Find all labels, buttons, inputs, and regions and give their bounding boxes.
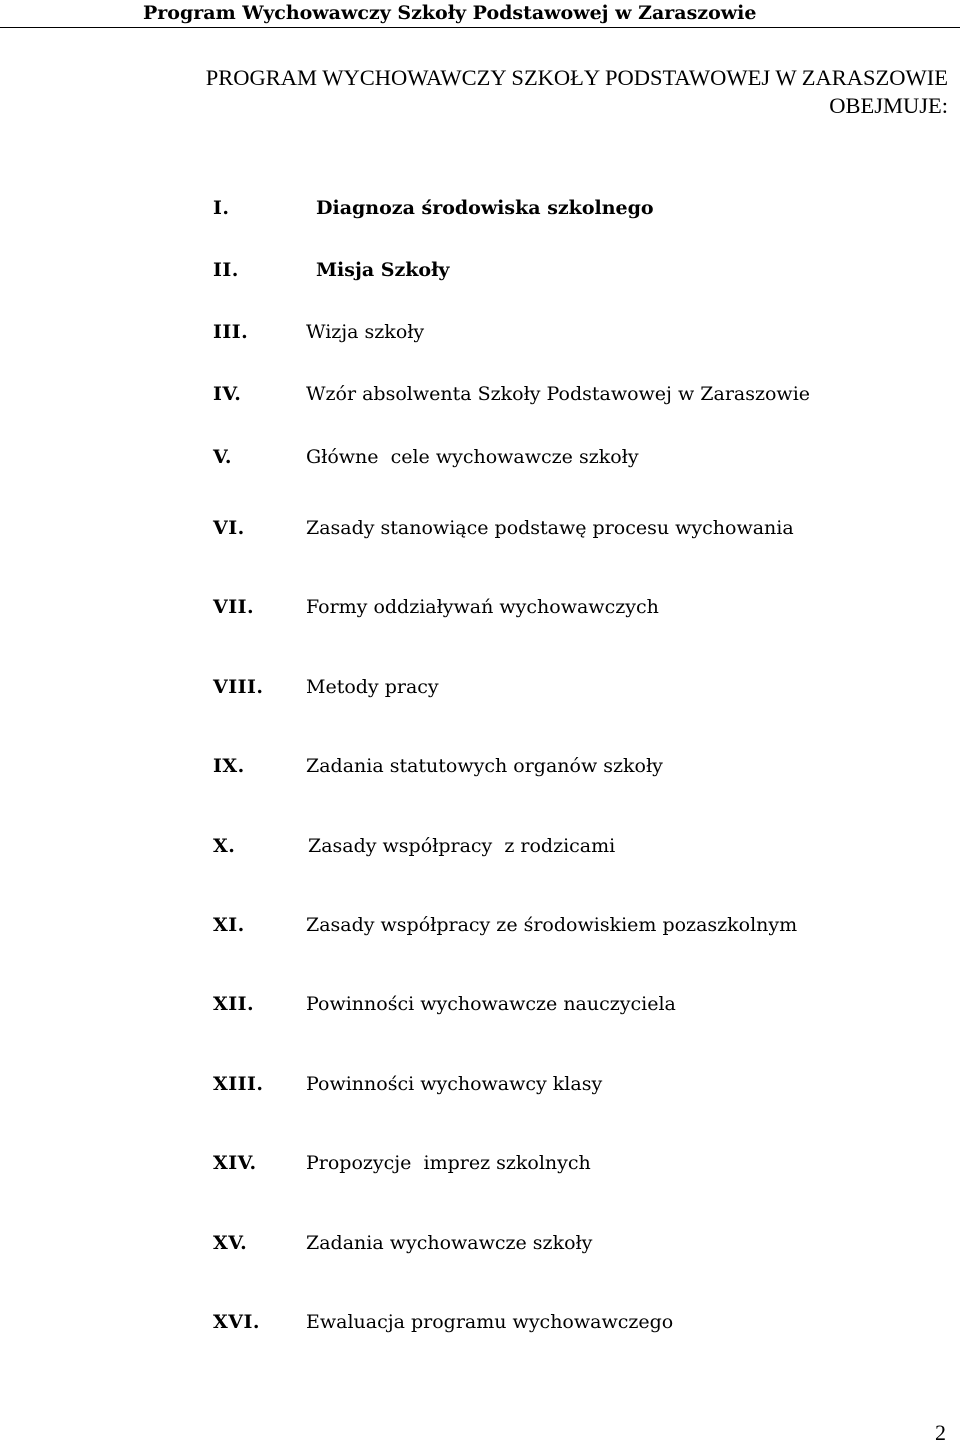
toc-item [0, 831, 960, 861]
toc-item-number: IX. [213, 755, 245, 777]
toc-item [0, 751, 960, 781]
toc-item [0, 592, 960, 622]
toc-item [0, 989, 960, 1019]
toc-item [0, 672, 960, 702]
toc-item-number: XV. [213, 1232, 248, 1254]
page-number: 2 [935, 1420, 946, 1445]
toc-item [0, 442, 960, 472]
intro-heading-line-1: PROGRAM WYCHOWAWCZY SZKOŁY PODSTAWOWEJ W ZARASZOWIE [205, 65, 948, 90]
toc-item-title: Wzór absolwenta Szkoły Podstawowej w Zaraszowie [306, 383, 811, 405]
toc-item-number: XII. [213, 993, 255, 1015]
toc-item-title: Diagnoza środowiska szkolnego [316, 197, 654, 219]
toc-item-number: I. [213, 197, 230, 219]
toc-item-number: IV. [213, 383, 242, 405]
toc-item [0, 513, 960, 543]
toc-item-number: II. [213, 259, 239, 281]
toc-item-number: XI. [213, 914, 245, 936]
toc-item [0, 1148, 960, 1178]
running-header-title: Program Wychowawczy Szkoły Podstawowej w Zaraszowie [143, 2, 757, 24]
toc-item-number: XVI. [213, 1311, 260, 1333]
toc-item-title: Zadania wychowawcze szkoły [306, 1232, 593, 1254]
toc-item [0, 255, 960, 285]
toc-item [0, 1228, 960, 1258]
toc-item-title: Formy oddziaływań wychowawczych [306, 596, 659, 618]
toc-item [0, 1307, 960, 1337]
toc-item-number: VIII. [213, 676, 264, 698]
toc-item-title: Powinności wychowawcy klasy [306, 1073, 603, 1095]
toc-item-title: Zasady stanowiące podstawę procesu wychowania [306, 517, 794, 539]
intro-heading [0, 64, 948, 120]
toc-item-title: Propozycje imprez szkolnych [306, 1152, 591, 1174]
toc-item [0, 910, 960, 940]
toc-item-title: Zasady współpracy ze środowiskiem pozaszkolnym [306, 914, 798, 936]
toc-item-title: Ewaluacja programu wychowawczego [306, 1311, 674, 1333]
intro-heading-line-2: OBEJMUJE: [829, 93, 948, 118]
toc-item-title: Zadania statutowych organów szkoły [306, 755, 663, 777]
toc-item-number: V. [213, 446, 233, 468]
toc-item-title: Powinności wychowawcze nauczyciela [306, 993, 676, 1015]
toc-item-number: XIV. [213, 1152, 257, 1174]
toc-item [0, 1069, 960, 1099]
toc-item-number: III. [213, 321, 249, 343]
toc-item-number: VII. [213, 596, 255, 618]
toc-item-number: XIII. [213, 1073, 264, 1095]
toc-item-title: Misja Szkoły [316, 259, 450, 281]
toc-item-number: VI. [213, 517, 245, 539]
toc-item [0, 317, 960, 347]
toc-item-title: Wizja szkoły [306, 321, 425, 343]
running-header [0, 0, 960, 28]
toc-item-number: X. [213, 835, 236, 857]
toc-item-title: Metody pracy [306, 676, 439, 698]
toc-item [0, 193, 960, 223]
toc-item-title: Główne cele wychowawcze szkoły [306, 446, 639, 468]
toc-item-title: Zasady współpracy z rodzicami [308, 835, 616, 857]
toc-item [0, 379, 960, 409]
